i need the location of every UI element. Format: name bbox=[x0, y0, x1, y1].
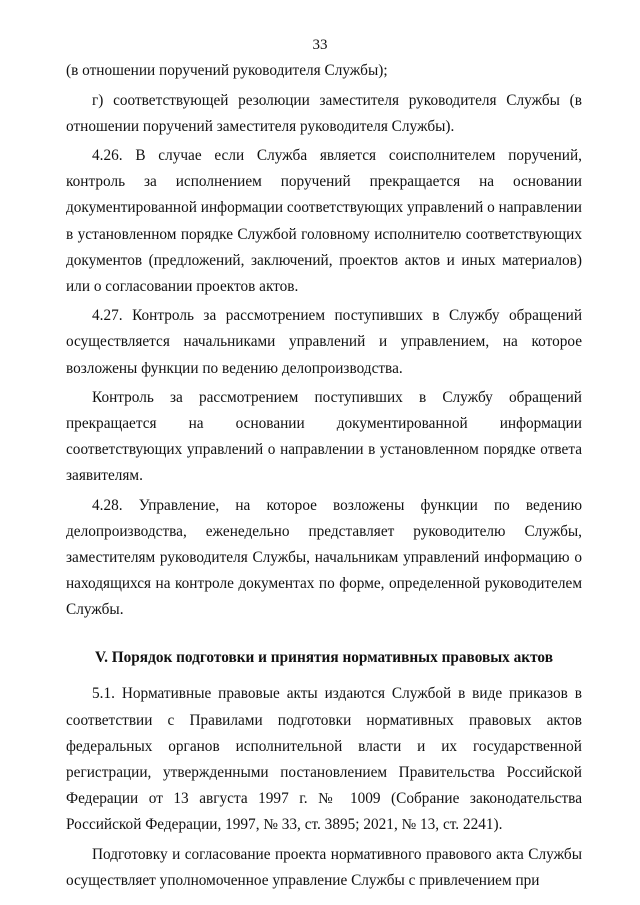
paragraph: г) соответствующей резолюции заместителя руководителя Службы (в отношении поручений заместителя руководителя Службы). bbox=[66, 91, 582, 135]
document-body bbox=[66, 58, 582, 897]
paragraph: 4.26. В случае если Служба является соисполнителем поручений, контроль за исполнением поручений прекращается на основании документированной информации соответствующих управлений о направлении в установленном порядке Службой головному исполнителю соответствующих документов (предложений, заключений, проектов актов и иных материалов) или о согласовании проектов актов. bbox=[66, 147, 582, 295]
page-number: 33 bbox=[312, 37, 328, 53]
paragraph: 4.28. Управление, на которое возложены функции по ведению делопроизводства, еженедельно представляет руководителю Службы, заместителям руководителя Службы, начальникам управлений информацию о находящихся на контроле документах по форме, определенной руководителем Службы. bbox=[66, 497, 582, 619]
paragraph: Подготовку и согласование проекта нормативного правового акта Службы осуществляет уполномоченное управление Службы с привлечением при bbox=[66, 845, 582, 889]
paragraph: 4.27. Контроль за рассмотрением поступивших в Службу обращений осуществляется начальниками управлений и управлением, на которое возложены функции по ведению делопроизводства. bbox=[66, 307, 582, 377]
section-heading: V. Порядок подготовки и принятия нормативных правовых актов bbox=[95, 649, 553, 667]
paragraph: (в отношении поручений руководителя Службы); bbox=[66, 62, 388, 79]
paragraph: 5.1. Нормативные правовые акты издаются Службой в виде приказов в соответствии с Правилами подготовки нормативных правовых актов федеральных органов исполнительной власти и их государственной регистрации, утвержденными постановлением Правительства Российской Федерации от 13 августа 1997 г. № 1009 (Собрание законодательства Российской Федерации, 1997, № 33, ст. 3895; 2021, № 13, ст. 2241). bbox=[66, 685, 582, 833]
paragraph: Контроль за рассмотрением поступивших в Службу обращений прекращается на основании документированной информации соответствующих управлений о направлении в установленном порядке ответа заявителям. bbox=[66, 389, 582, 485]
